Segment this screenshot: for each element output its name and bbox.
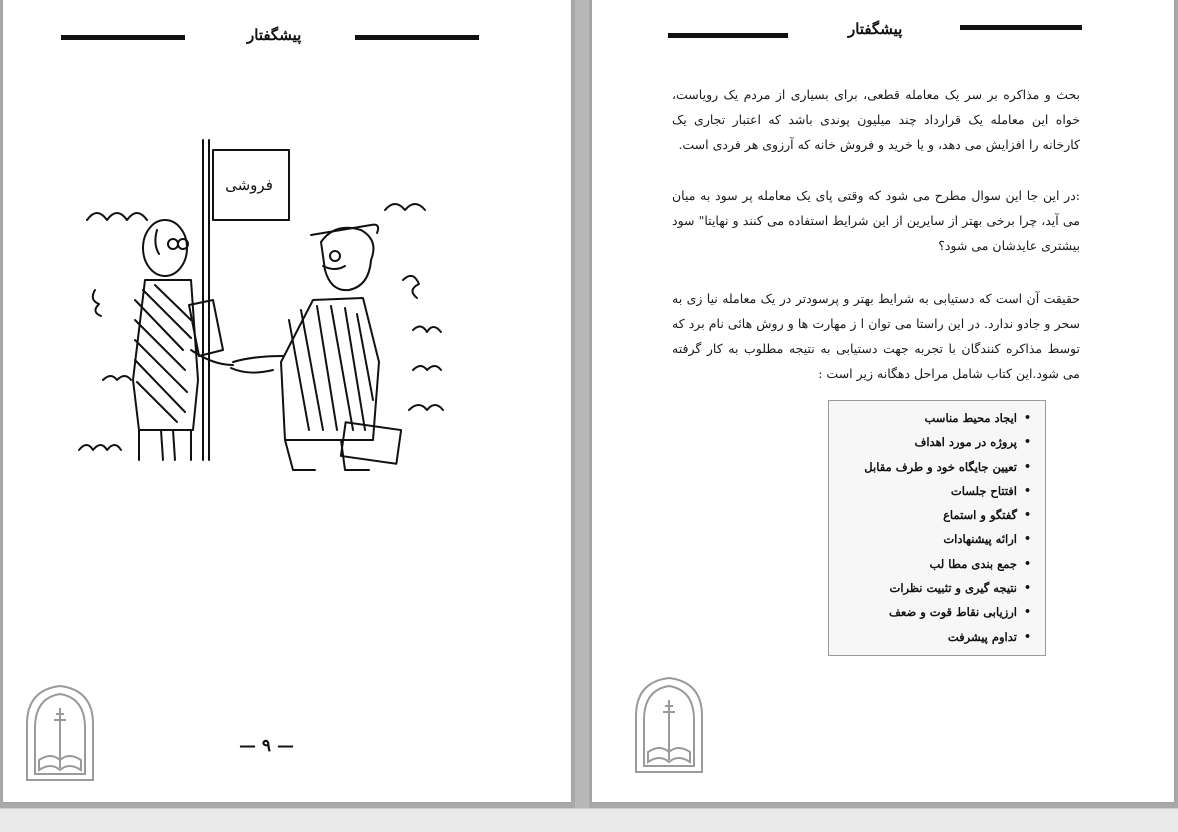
step-label: تعیین جایگاه خود و طرف مقابل [864,459,1017,474]
bullet-icon: • [1023,435,1031,449]
page-right [592,0,1174,802]
step-label: نتیجه گیری و تثبیت نظرات [889,581,1017,596]
page-header-title: پیشگفتار [247,26,302,44]
bullet-icon: • [1023,556,1031,570]
bullet-icon: • [1023,581,1031,595]
list-item [829,406,1031,430]
bullet-icon: • [1023,411,1031,424]
page-gutter [575,0,589,831]
step-label: ایجاد محیط مناسب [924,411,1017,425]
page-left [3,0,571,802]
list-item [829,503,1031,527]
header-rule-left [668,33,788,38]
paragraph-3: حقیقت آن است که دستیابی به شرایط بهتر و پرسودتر در یک معامله نیا زی به سحر و جادو ندارد. در این راستا می توان ا ز مهارت ها و روش هائی نام برد که توسط مذاکره کنندگان با تجربه جهت دستیابی به نتیجه مطلوب به کار گرفته می شود.این کتاب شامل مراحل دهگانه زیر است : [672,291,1080,381]
bullet-icon: • [1023,605,1031,619]
step-label: ارائه پیشنهادات [943,532,1017,547]
steps-list [829,401,1045,649]
paragraph-1: بحث و مذاکره بر سر یک معامله قطعی، برای بسیاری از مردم یک رویاست، خواه این معامله یک قرارداد چند میلیون پوندی باشد که اعتبار تجاری یک کارخانه را افزایش می دهد، و یا خرید و فروش خانه که آرزوی هر فردی است. [672,87,1080,152]
list-item [829,600,1031,624]
list-item [829,576,1031,600]
handshake-cartoon-illustration [73,130,473,490]
header-rule-left [61,35,185,40]
bullet-icon: • [1023,459,1031,473]
sign-text: فروشی [225,176,273,194]
step-label: گفتگو و استماع [943,508,1017,523]
list-item [829,625,1031,649]
list-item [829,430,1031,454]
step-label: جمع بندی مطا لب [929,556,1017,571]
library-stamp-icon [21,684,99,790]
bullet-icon: • [1023,532,1031,546]
page-number: — ۹ — [239,736,294,756]
bullet-icon: • [1023,629,1031,643]
step-label: پروژه در مورد اهداف [914,435,1017,450]
library-stamp-icon [630,676,708,782]
list-item [829,552,1031,576]
list-item [829,479,1031,503]
viewer-status-bar [0,808,1178,832]
paragraph-2: :در این جا این سوال مطرح می شود که وقتی پای یک معامله پر سود به میان می آید، چرا برخی بهتر از سایرین از این شرایط استفاده می کنند و نهایتا" سود بیشتری عایدشان می شود؟ [672,188,1080,253]
bullet-icon: • [1023,508,1031,522]
list-item [829,527,1031,551]
step-label: افتتاح جلسات [950,483,1017,498]
page-header-title: پیشگفتار [848,20,903,38]
steps-box [828,400,1046,656]
header-rule-right [355,35,479,40]
header-rule-right [960,25,1082,30]
list-item [829,455,1031,479]
bullet-icon: • [1023,483,1031,497]
step-label: تداوم پیشرفت [947,629,1017,644]
step-label: ارزیابی نقاط قوت و ضعف [889,605,1017,620]
